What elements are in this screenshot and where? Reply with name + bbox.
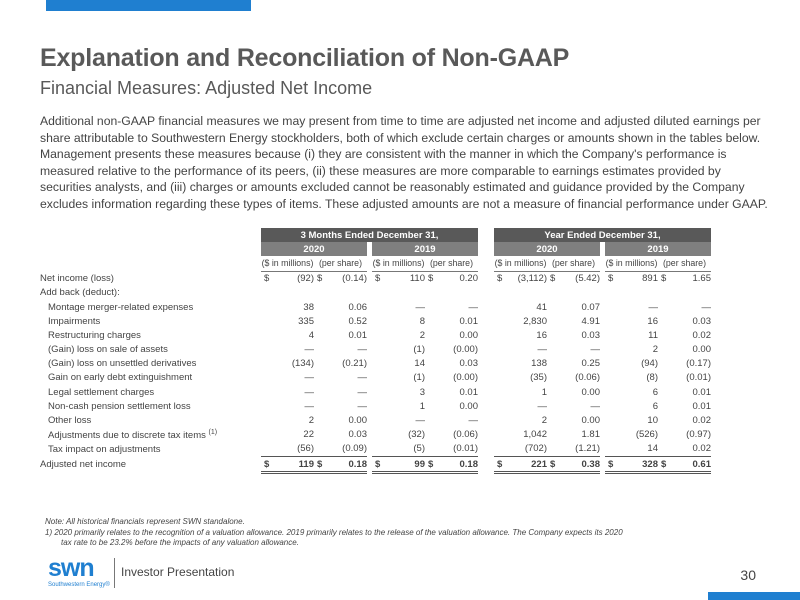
table-row [40, 385, 711, 399]
cell-value: — [415, 301, 425, 313]
group-header-3-months: 3 Months Ended December 31, [261, 228, 478, 242]
cell-value: 0.20 [459, 273, 478, 285]
cell-value: (0.17) [686, 358, 711, 370]
table-row [40, 428, 711, 442]
cell-value: (526) [635, 429, 658, 441]
footnote-1: 1) 2020 primarily relates to the recognition of a valuation allowance. 2019 primarily relates to the release of the valuation allowance. The Company expects its 2020 [45, 527, 623, 537]
row-label-text: Montage merger-related expenses [48, 301, 194, 313]
cell-value: — [304, 372, 314, 384]
footnote-ref: (1) [208, 428, 218, 436]
cell-value: 0.03 [581, 329, 600, 341]
cell-value: — [304, 400, 314, 412]
cell-value: 0.52 [348, 315, 367, 327]
cell-value: 0.00 [581, 415, 600, 427]
cell-value: (0.21) [342, 358, 367, 370]
row-label-text: Add back (deduct): [40, 287, 120, 299]
row-label [40, 428, 261, 442]
row-label [40, 286, 261, 300]
note-standalone: Note: All historical financials represent SWN standalone. [45, 517, 245, 526]
cell-value: 99 [387, 457, 425, 473]
cell-value: — [468, 301, 478, 313]
currency-symbol: $ [547, 457, 562, 473]
table-row [40, 328, 711, 342]
table-row [40, 371, 711, 385]
cell-value: 11 [648, 329, 658, 341]
cell-value: — [304, 386, 314, 398]
logo-wordmark: swn [48, 554, 94, 582]
cell-value: 119 [276, 457, 314, 473]
cell-value: — [648, 301, 658, 313]
row-label [40, 300, 261, 314]
footer-label: Investor Presentation [121, 565, 235, 579]
cell-value: (0.97) [686, 429, 711, 441]
cell-value: 335 [298, 315, 314, 327]
row-label-text: Gain on early debt extinguishment [48, 372, 193, 384]
cell-value: 0.00 [581, 386, 600, 398]
cell-value: (0.14) [342, 273, 367, 285]
cell-value: (8) [646, 372, 658, 384]
row-label-text: Impairments [48, 315, 101, 327]
cell-value: — [590, 400, 600, 412]
cell-value: 4.91 [581, 315, 600, 327]
cell-value: — [590, 344, 600, 356]
cell-value: 1 [541, 386, 547, 398]
year-header-row [40, 242, 711, 256]
cell-value: 0.01 [348, 329, 367, 341]
cell-value: — [537, 344, 547, 356]
cell-value [509, 286, 547, 300]
cell-value: — [468, 415, 478, 427]
row-label [40, 399, 261, 413]
cell-value: (0.09) [329, 442, 367, 457]
cell-value [620, 286, 658, 300]
cell-value: — [304, 344, 314, 356]
row-label [40, 385, 261, 399]
cell-value: 1,042 [523, 429, 547, 441]
row-label [40, 371, 261, 385]
group-header-row [40, 228, 711, 242]
cell-value: 38 [303, 301, 314, 313]
cell-value: 2 [541, 415, 547, 427]
year-header: 2019 [372, 242, 478, 256]
cell-value: 0.02 [673, 442, 711, 457]
row-label-text: (Gain) loss on unsettled derivatives [48, 358, 197, 370]
currency-symbol: $ [658, 457, 673, 473]
cell-value [440, 286, 478, 300]
cell-value: 41 [536, 301, 547, 313]
cell-value: 2 [652, 344, 658, 356]
cell-value: 0.01 [692, 400, 711, 412]
row-label-text: Adjusted net income [40, 459, 127, 471]
footer-divider [114, 558, 115, 588]
cell-value: 0.61 [673, 457, 711, 473]
row-label-text: Net income (loss) [40, 272, 114, 284]
cell-value: 110 [409, 273, 425, 285]
top-accent-bar [46, 0, 251, 11]
cell-value: 16 [536, 329, 547, 341]
table-row [40, 399, 711, 413]
cell-value [673, 286, 711, 300]
cell-value: — [357, 386, 367, 398]
logo-subtitle: Southwestern Energy® [48, 582, 110, 588]
currency-symbol: $ [605, 457, 620, 473]
currency-symbol: $ [550, 273, 556, 285]
cell-value: 4 [308, 329, 314, 341]
cell-value: — [357, 344, 367, 356]
year-header: 2020 [494, 242, 600, 256]
table-row [40, 271, 711, 286]
cell-value: 0.01 [459, 386, 478, 398]
cell-value: (0.00) [453, 372, 478, 384]
cell-value [276, 286, 314, 300]
currency-symbol: $ [428, 273, 434, 285]
cell-value: 0.00 [459, 329, 478, 341]
cell-value: 0.01 [692, 386, 711, 398]
cell-value: — [357, 400, 367, 412]
currency-symbol: $ [661, 273, 667, 285]
unit-header-row [40, 256, 711, 271]
cell-value: 0.02 [692, 329, 711, 341]
currency-symbol: $ [608, 273, 614, 285]
cell-value [329, 286, 367, 300]
row-label [40, 357, 261, 371]
cell-value: (1.21) [562, 442, 600, 457]
cell-value: 2 [308, 415, 314, 427]
cell-value: (0.00) [453, 344, 478, 356]
cell-value: 6 [652, 400, 658, 412]
cell-value: 22 [303, 429, 314, 441]
cell-value: (0.01) [686, 372, 711, 384]
currency-symbol: $ [425, 457, 440, 473]
row-label-text: Tax impact on adjustments [48, 443, 161, 455]
cell-value [387, 286, 425, 300]
cell-value: 2,830 [523, 315, 547, 327]
cell-value: 0.00 [692, 344, 711, 356]
row-label [40, 457, 261, 473]
cell-value: 0.00 [459, 400, 478, 412]
unit-label: ($ in millions) [261, 256, 314, 271]
cell-value: (92) [297, 273, 314, 285]
cell-value: 0.38 [562, 457, 600, 473]
cell-value: (0.06) [575, 372, 600, 384]
cell-value: 16 [647, 315, 658, 327]
cell-value: — [537, 400, 547, 412]
cell-value: 0.03 [348, 429, 367, 441]
cell-value: (3,112) [517, 273, 547, 285]
cell-value: (1) [413, 372, 425, 384]
cell-value: 1.65 [692, 273, 711, 285]
currency-symbol: $ [317, 273, 323, 285]
row-label-text: Adjustments due to discrete tax items [48, 429, 206, 441]
row-label [40, 314, 261, 328]
group-header-year: Year Ended December 31, [494, 228, 711, 242]
currency-symbol: $ [375, 273, 381, 285]
table-row [40, 300, 711, 314]
row-label [40, 442, 261, 457]
cell-value: 0.07 [581, 301, 600, 313]
currency-symbol: $ [261, 457, 276, 473]
cell-value: 2 [419, 329, 425, 341]
row-label-text: (Gain) loss on sale of assets [48, 344, 168, 356]
cell-value: 221 [509, 457, 547, 473]
cell-value: 8 [419, 315, 425, 327]
cell-value: (5) [387, 442, 425, 457]
currency-symbol: $ [494, 457, 509, 473]
cell-value: 0.06 [348, 301, 367, 313]
cell-value: (56) [276, 442, 314, 457]
cell-value: 0.02 [692, 415, 711, 427]
unit-label: (per share) [425, 256, 478, 271]
unit-label: ($ in millions) [372, 256, 425, 271]
cell-value: 6 [652, 386, 658, 398]
cell-value: (5.42) [575, 273, 600, 285]
unit-label: (per share) [314, 256, 367, 271]
cell-value: (134) [291, 358, 314, 370]
currency-symbol: $ [372, 457, 387, 473]
cell-value: — [701, 301, 711, 313]
cell-value: (32) [408, 429, 425, 441]
currency-symbol: $ [497, 273, 503, 285]
cell-value: (35) [530, 372, 547, 384]
bottom-accent-bar [708, 592, 800, 600]
cell-value: 0.00 [348, 415, 367, 427]
table-row [40, 314, 711, 328]
cell-value: (94) [641, 358, 658, 370]
reconciliation-table [40, 228, 711, 474]
row-label-text: Restructuring charges [48, 329, 141, 341]
footnotes [45, 517, 623, 549]
table-row [40, 413, 711, 427]
table-row [40, 457, 711, 473]
row-label-text: Legal settlement charges [48, 386, 155, 398]
footnote-1-continued: tax rate to be 23.2% before the impacts of any valuation allowance. [61, 538, 299, 547]
cell-value: 328 [620, 457, 658, 473]
row-label [40, 328, 261, 342]
cell-value: (0.01) [440, 442, 478, 457]
cell-value [562, 286, 600, 300]
cell-value: 1.81 [581, 429, 600, 441]
cell-value: 0.03 [692, 315, 711, 327]
currency-symbol: $ [264, 273, 270, 285]
currency-symbol: $ [314, 457, 329, 473]
intro-paragraph: Additional non-GAAP financial measures we may present from time to time are adjusted net income and adjusted diluted earnings per share attributable to Southwestern Energy stockholders, both of which exclude certain charges or amounts shown in the tables below. Management presents these measures because (i) they are consistent with the manner in which the Company's performance is measured relative to the performance of its peers, (ii) these measures are more comparable to earnings estimates provided by securities analysts, and (iii) charges or amounts excluded cannot be reasonably estimated and guidance provided by the Company excludes information regarding these types of items. These adjusted amounts are not a measure of financial performance under GAAP. [40, 114, 768, 211]
cell-value: 3 [419, 386, 425, 398]
unit-label: (per share) [658, 256, 711, 271]
cell-value: — [357, 372, 367, 384]
table-row [40, 442, 711, 457]
table-row [40, 286, 711, 300]
cell-value: (0.06) [453, 429, 478, 441]
table-row [40, 357, 711, 371]
cell-value: 0.01 [459, 315, 478, 327]
cell-value: 0.18 [329, 457, 367, 473]
cell-value: 0.18 [440, 457, 478, 473]
cell-value: 10 [647, 415, 658, 427]
row-label [40, 413, 261, 427]
row-label-text: Other loss [48, 415, 92, 427]
cell-value: 891 [642, 273, 658, 285]
page-title: Explanation and Reconciliation of Non-GAAP [40, 44, 570, 72]
cell-value: 14 [414, 358, 425, 370]
unit-label: ($ in millions) [494, 256, 547, 271]
unit-label: ($ in millions) [605, 256, 658, 271]
cell-value: 0.25 [581, 358, 600, 370]
unit-label: (per share) [547, 256, 600, 271]
year-header: 2020 [261, 242, 367, 256]
cell-value: 14 [620, 442, 658, 457]
cell-value: — [415, 415, 425, 427]
page-subtitle: Financial Measures: Adjusted Net Income [40, 78, 373, 98]
swn-logo [48, 556, 110, 588]
table-row [40, 343, 711, 357]
cell-value: 138 [531, 358, 547, 370]
row-label [40, 343, 261, 357]
cell-value: (1) [413, 344, 425, 356]
cell-value: (702) [509, 442, 547, 457]
cell-value: 0.03 [459, 358, 478, 370]
row-label-text: Non-cash pension settlement loss [48, 400, 191, 412]
page-number: 30 [740, 567, 756, 583]
year-header: 2019 [605, 242, 711, 256]
cell-value: 1 [419, 400, 425, 412]
row-label [40, 271, 261, 286]
